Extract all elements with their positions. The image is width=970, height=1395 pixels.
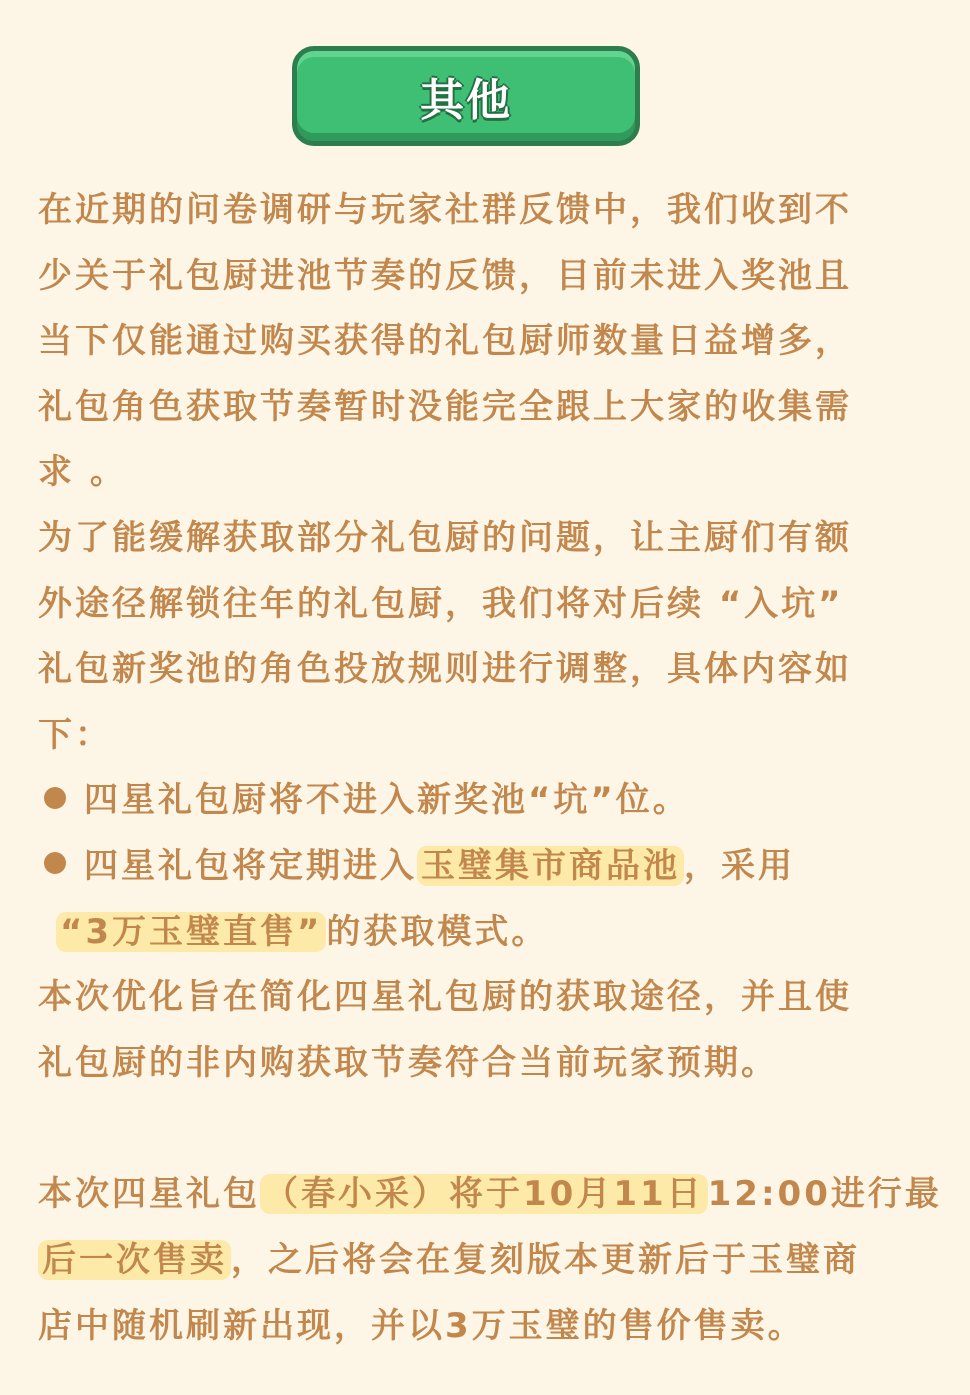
text-segment: ，之后将会在复刻版本更新后于玉璧商 [231, 1239, 860, 1280]
bullet-text: 的获取模式。 [326, 911, 549, 952]
text-line: 当下仅能通过购买获得的礼包厨师数量日益增多， [38, 321, 852, 362]
bullet-dot-icon [44, 787, 66, 809]
bullet-item-1 [38, 768, 948, 834]
text-line [38, 1162, 948, 1228]
text-line: 礼包厨的非内购获取节奏符合当前玩家预期。 [38, 1042, 778, 1083]
bullet-text: 四星礼包厨将不进入新奖池“坑”位。 [84, 780, 690, 821]
highlight-sale-date: （春小采）将于10月11日 [260, 1174, 708, 1214]
text-line: 下： [38, 714, 112, 755]
spacer [38, 1096, 948, 1162]
text-line: 礼包角色获取节奏暂时没能完全跟上大家的收集需 [38, 386, 852, 427]
announcement-body [38, 178, 948, 1359]
highlight-direct-sale: “3万玉璧直售” [56, 912, 326, 952]
text-line [38, 1228, 948, 1294]
text-line: 店中随机刷新出现，并以3万玉璧的售价售卖。 [38, 1305, 805, 1346]
text-segment: 12:00进行最 [707, 1174, 942, 1215]
section-title-button [292, 46, 640, 146]
bullet-item-2-continued [38, 900, 948, 966]
text-segment: 本次四星礼包 [38, 1174, 260, 1215]
section-title: 其他 [420, 75, 512, 126]
text-line: 本次优化旨在简化四星礼包厨的获取途径，并且使 [38, 977, 852, 1018]
bullet-text: 四星礼包将定期进入 [84, 845, 417, 886]
paragraph-adjustment [38, 506, 948, 768]
text-line: 求 。 [38, 452, 127, 493]
highlight-marketplace-pool: 玉璧集市商品池 [417, 846, 684, 886]
text-line: 为了能缓解获取部分礼包厨的问题，让主厨们有额 [38, 517, 852, 558]
text-line: 礼包新奖池的角色投放规则进行调整，具体内容如 [38, 649, 852, 690]
bullet-item-2 [38, 834, 948, 900]
highlight-last-sale: 后一次售卖 [38, 1240, 231, 1280]
bullet-dot-icon [44, 852, 66, 874]
paragraph-feedback [38, 178, 948, 506]
paragraph-last-sale [38, 1162, 948, 1359]
text-line: 外途径解锁往年的礼包厨，我们将对后续 “入坑” [38, 583, 844, 624]
paragraph-optimization [38, 965, 948, 1096]
text-line: 少关于礼包厨进池节奏的反馈，目前未进入奖池且 [38, 255, 852, 296]
text-line: 在近期的问卷调研与玩家社群反馈中，我们收到不 [38, 190, 852, 230]
bullet-text: ，采用 [684, 845, 795, 886]
